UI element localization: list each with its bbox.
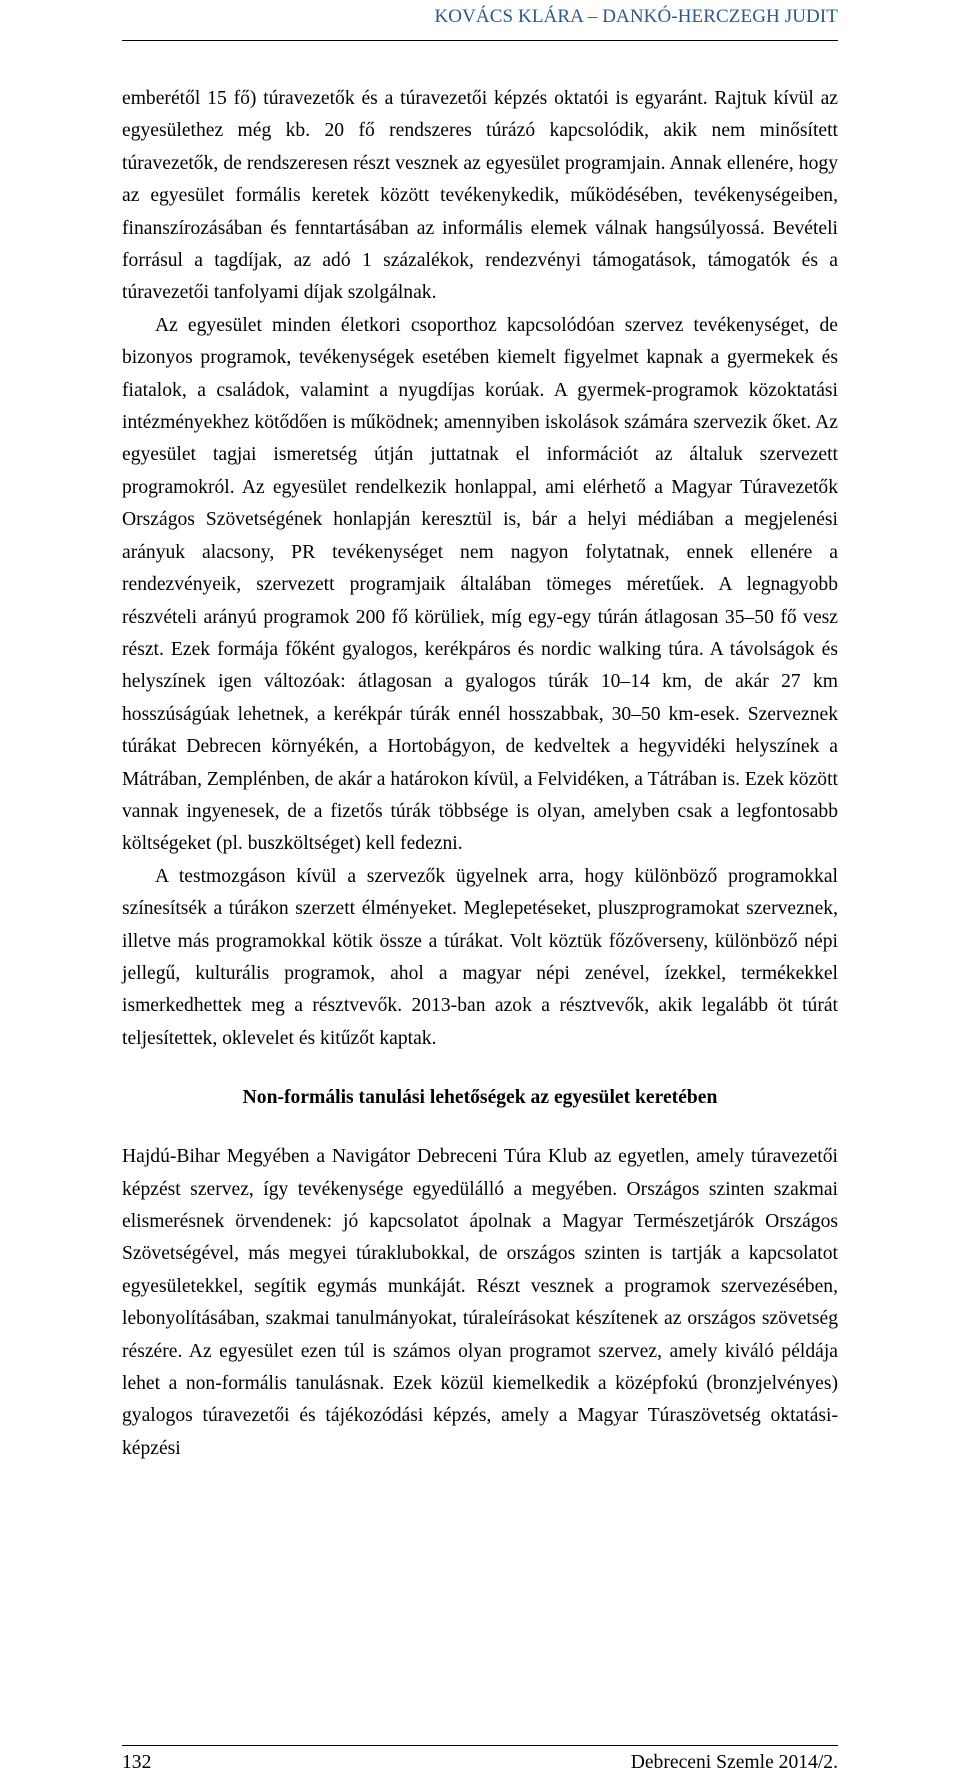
paragraph-1: emberétől 15 fő) túravezetők és a túravezetői képzés oktatói is egyaránt. Rajtuk kívül az egyesülethez még kb. 20 fő rendszeres túrázó kapcsolódik, akik nem minősített túravezetők, de rendszeresen részt vesznek az egyesület programjain. Annak ellenére, hogy az egyesület formális keretek között tevékenykedik, működésében, tevékenységeiben, finanszírozásában és fenntartásában az informális elemek válnak hangsúlyossá. Bevételi forrásul a tagdíjak, az adó 1 százalékok, rendezvényi támogatások, támogatók és a túravezetői tanfolyami díjak szolgálnak. <box>122 88 838 304</box>
section-heading: Non-formális tanulási lehetőségek az egyesület keretében <box>242 1087 718 1109</box>
article-body <box>122 83 838 1465</box>
paragraph-2: Az egyesület minden életkori csoporthoz kapcsolódóan szervez tevékenységet, de bizonyos programok, tevékenységek esetében kiemelt figyelmet kapnak a gyermekek és fiatalok, a családok, valamint a nyugdíjas korúak. A gyermek-programok közoktatási intézményekhez kötődően is működnek; amennyiben iskolások számára szervezik őket. Az egyesület tagjai ismeretség útján juttatnak el információt az általuk szervezett programokról. Az egyesület rendelkezik honlappal, ami elérhető a Magyar Túravezetők Országos Szövetségének honlapján keresztül is, bár a helyi médiában a megjelenési arányuk alacsony, PR tevékenységet nem nagyon folytatnak, ennek ellenére a rendezvényeik, szervezett programjaik általában tömeges méretűek. A legnagyobb részvételi arányú programok 200 fő körüliek, míg egy-egy túrán átlagosan 35–50 fő vesz részt. Ezek formája főként gyalogos, kerékpáros és nordic walking túra. A távolságok és helyszínek igen változóak: átlagosan a gyalogos túrák 10–14 km, de akár 27 km hosszúságúak lehetnek, a kerékpár túrák ennél hosszabbak, 30–50 km-esek. Szerveznek túrákat Debrecen környékén, a Hortobágyon, de kedveltek a hegyvidéki helyszínek a Mátrában, Zemplénben, de akár a határokon kívül, a Felvidéken, a Tátrában is. Ezek között vannak ingyenesek, de a fizetős túrák többsége is olyan, amelyben csak a legfontosabb költségeket (pl. buszköltséget) kell fedezni. <box>122 314 838 855</box>
paragraph-4: Hajdú-Bihar Megyében a Navigátor Debreceni Túra Klub az egyetlen, amely túravezetői képzést szervez, így tevékenysége egyedülálló a megyében. Országos szinten szakmai elismerésnek örvendenek: jó kapcsolatot ápolnak a Magyar Természetjárók Országos Szövetségével, más megyei túraklubokkal, de országos szinten is tartják a kapcsolatot egyesületekkel, segítik egymás munkáját. Részt vesznek a programok szervezésében, lebonyolításában, szakmai tanulmányokat, túraleírásokat készítenek az országos szövetség részére. Az egyesület ezen túl is számos olyan programot szervez, amely kiváló példája lehet a non-formális tanulásnak. Ezek közül kiemelkedik a középfokú (bronzjelvényes) gyalogos túravezetői és tájékozódási képzés, amely a Magyar Túraszövetség oktatási-képzési <box>122 1146 838 1459</box>
page-number: 132 <box>122 1752 152 1773</box>
journal-name: Debreceni Szemle 2014/2. <box>630 1752 838 1773</box>
running-head: KOVÁCS KLÁRA – DANKÓ-HERCZEGH JUDIT <box>434 6 838 27</box>
paragraph-3: A testmozgáson kívül a szervezők ügyelnek arra, hogy különböző programokkal színesítsék a túrákon szerzett élményeket. Meglepetéseket, pluszprogramokat szerveznek, illetve más programokkal kötik össze a túrákat. Volt köztük főzőverseny, különböző népi jellegű, kulturális programok, ahol a magyar népi zenével, ízekkel, termékekkel ismerkedhettek meg a résztvevők. 2013-ban azok a résztvevők, akik legalább öt túrát teljesítettek, oklevelet és kitűzőt kaptak. <box>122 865 838 1049</box>
header-rule <box>122 40 838 41</box>
footer-rule <box>122 1745 838 1746</box>
